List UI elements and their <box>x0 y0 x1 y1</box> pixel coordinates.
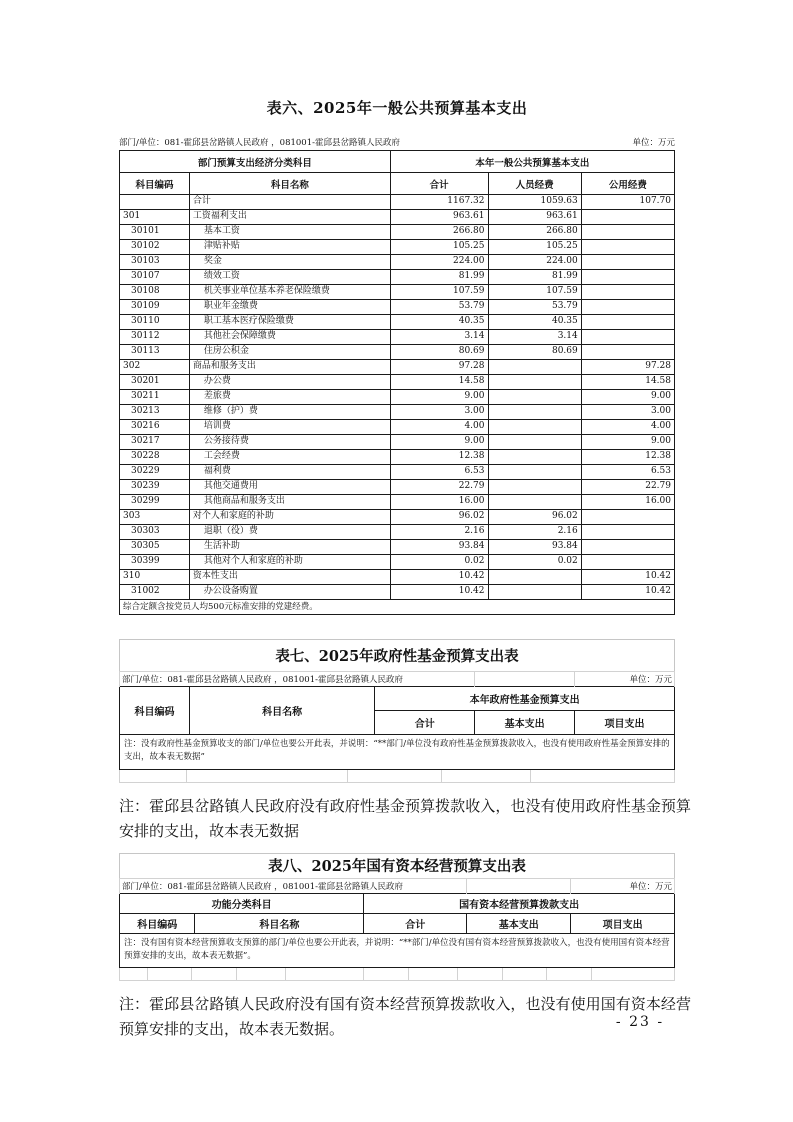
public-cell: 16.00 <box>581 495 674 510</box>
table-row <box>120 525 675 540</box>
table-row <box>120 390 675 405</box>
subject-name-cell: 福利费 <box>189 465 390 480</box>
total-cell: 0.02 <box>390 555 488 570</box>
table8-dept-line: 部门/单位：081-霍邱县岔路镇人民政府 ，081001-霍邱县岔路镇人民政府 <box>120 878 467 893</box>
subject-code-cell: 30113 <box>120 345 190 360</box>
table-row <box>120 495 675 510</box>
personnel-cell: 80.69 <box>488 345 581 360</box>
personnel-cell: 2.16 <box>488 525 581 540</box>
personnel-cell <box>488 585 581 600</box>
subject-name-cell: 培训费 <box>189 420 390 435</box>
table-row <box>120 420 675 435</box>
subject-code-cell: 30229 <box>120 465 190 480</box>
subject-code-cell: 30213 <box>120 405 190 420</box>
table6-info-line <box>119 138 675 148</box>
table7-note: 注：没有政府性基金预算收支的部门/单位也要公开此表，并说明：“**部门/单位没有政府性基金预算拨款收入，也没有使用政府性基金预算安排的支出，故本表无数据” <box>120 735 675 769</box>
table6-group-right: 本年一般公共预算基本支出 <box>390 151 674 173</box>
subject-name-cell: 机关事业单位基本养老保险缴费 <box>189 285 390 300</box>
table6-col-public: 公用经费 <box>581 173 674 195</box>
personnel-cell: 93.84 <box>488 540 581 555</box>
grid-row <box>120 968 675 981</box>
subject-code-cell: 30399 <box>120 555 190 570</box>
personnel-cell <box>488 360 581 375</box>
public-cell <box>581 510 674 525</box>
subject-code-cell: 30109 <box>120 300 190 315</box>
table6-col-code: 科目编码 <box>120 173 190 195</box>
subject-code-cell: 301 <box>120 210 190 225</box>
table7-title: 表七、2025年政府性基金预算支出表 <box>120 640 675 672</box>
subject-code-cell: 30217 <box>120 435 190 450</box>
table-row <box>120 360 675 375</box>
subject-code-cell: 303 <box>120 510 190 525</box>
subject-name-cell: 绩效工资 <box>189 270 390 285</box>
total-cell: 224.00 <box>390 255 488 270</box>
total-cell: 96.02 <box>390 510 488 525</box>
personnel-cell: 81.99 <box>488 270 581 285</box>
table8-col-name: 科目名称 <box>195 913 364 933</box>
total-cell: 14.58 <box>390 375 488 390</box>
note-paragraph-soe: 注：霍邱县岔路镇人民政府没有国有资本经营预算拨款收入，也没有使用国有资本经营预算安排的支出，故本表无数据。 <box>119 994 691 1038</box>
table7-info-spacer <box>475 672 575 687</box>
table-row <box>120 405 675 420</box>
table-row <box>120 540 675 555</box>
table8-col-code: 科目编码 <box>120 913 195 933</box>
subject-name-cell: 资本性支出 <box>189 570 390 585</box>
table8-col-basic: 基本支出 <box>467 913 571 933</box>
public-cell <box>581 315 674 330</box>
subject-name-cell: 退职（役）费 <box>189 525 390 540</box>
total-cell: 53.79 <box>390 300 488 315</box>
table-row <box>120 555 675 570</box>
subject-name-cell: 商品和服务支出 <box>189 360 390 375</box>
table-row <box>120 435 675 450</box>
subject-code-cell: 30211 <box>120 390 190 405</box>
total-cell: 80.69 <box>390 345 488 360</box>
personnel-cell: 96.02 <box>488 510 581 525</box>
table7-col-total: 合计 <box>375 711 475 735</box>
public-cell <box>581 330 674 345</box>
table-row <box>120 585 675 600</box>
table8-info-spacer <box>467 878 571 893</box>
subject-code-cell: 310 <box>120 570 190 585</box>
table7-dept-line: 部门/单位：081-霍邱县岔路镇人民政府 ，081001-霍邱县岔路镇人民政府 <box>120 672 475 687</box>
table-row <box>120 300 675 315</box>
public-cell <box>581 270 674 285</box>
subject-name-cell: 其他对个人和家庭的补助 <box>189 555 390 570</box>
subject-code-cell: 30107 <box>120 270 190 285</box>
subject-name-cell: 维修（护）费 <box>189 405 390 420</box>
subject-name-cell: 合计 <box>189 195 390 210</box>
public-cell: 22.79 <box>581 480 674 495</box>
table8-col-project: 项目支出 <box>571 913 675 933</box>
table7 <box>119 639 675 769</box>
table7-header-group-row <box>120 687 675 711</box>
public-cell <box>581 210 674 225</box>
public-cell <box>581 285 674 300</box>
total-cell: 963.61 <box>390 210 488 225</box>
personnel-cell: 40.35 <box>488 315 581 330</box>
total-cell: 105.25 <box>390 240 488 255</box>
table-row <box>120 210 675 225</box>
total-cell: 107.59 <box>390 285 488 300</box>
table6-title: 表六、2025年一般公共预算基本支出 <box>266 99 528 117</box>
table6-col-name: 科目名称 <box>189 173 390 195</box>
table-row <box>120 225 675 240</box>
table6-group-left: 部门预算支出经济分类科目 <box>120 151 391 173</box>
table-row <box>120 345 675 360</box>
subject-code-cell: 30110 <box>120 315 190 330</box>
subject-name-cell: 差旅费 <box>189 390 390 405</box>
subject-name-cell: 其他交通费用 <box>189 480 390 495</box>
public-cell <box>581 525 674 540</box>
public-cell <box>581 345 674 360</box>
total-cell: 81.99 <box>390 270 488 285</box>
table6-col-personnel: 人员经费 <box>488 173 581 195</box>
subject-name-cell: 工会经费 <box>189 450 390 465</box>
public-cell <box>581 300 674 315</box>
table8-title: 表八、2025年国有资本经营预算支出表 <box>120 853 675 878</box>
total-cell: 9.00 <box>390 435 488 450</box>
subject-name-cell: 基本工资 <box>189 225 390 240</box>
personnel-cell <box>488 465 581 480</box>
table8-info-row <box>120 878 675 893</box>
table-row <box>120 510 675 525</box>
total-cell: 22.79 <box>390 480 488 495</box>
public-cell: 14.58 <box>581 375 674 390</box>
table-row <box>120 375 675 390</box>
table-row <box>120 255 675 270</box>
table8-group-left: 功能分类科目 <box>120 893 364 913</box>
subject-code-cell: 31002 <box>120 585 190 600</box>
personnel-cell: 1059.63 <box>488 195 581 210</box>
table7-group-right: 本年政府性基金预算支出 <box>375 687 675 711</box>
subject-code-cell: 30299 <box>120 495 190 510</box>
personnel-cell <box>488 405 581 420</box>
public-cell: 107.70 <box>581 195 674 210</box>
total-cell: 10.42 <box>390 585 488 600</box>
subject-name-cell: 职业年金缴费 <box>189 300 390 315</box>
total-cell: 97.28 <box>390 360 488 375</box>
table-row <box>120 285 675 300</box>
table-row <box>120 240 675 255</box>
personnel-cell <box>488 375 581 390</box>
public-cell: 10.42 <box>581 570 674 585</box>
page-content <box>119 0 691 1042</box>
table6-header-group-row <box>120 151 675 173</box>
personnel-cell <box>488 480 581 495</box>
table-row <box>120 330 675 345</box>
personnel-cell: 105.25 <box>488 240 581 255</box>
table6 <box>119 150 675 615</box>
subject-name-cell: 办公设备购置 <box>189 585 390 600</box>
table7-unit-label: 单位：万元 <box>575 672 675 687</box>
public-cell: 10.42 <box>581 585 674 600</box>
total-cell: 93.84 <box>390 540 488 555</box>
subject-code-cell: 30305 <box>120 540 190 555</box>
subject-code-cell: 30108 <box>120 285 190 300</box>
table6-col-total: 合计 <box>390 173 488 195</box>
public-cell: 97.28 <box>581 360 674 375</box>
personnel-cell: 224.00 <box>488 255 581 270</box>
public-cell: 4.00 <box>581 420 674 435</box>
table-row <box>120 315 675 330</box>
table-row <box>120 465 675 480</box>
personnel-cell <box>488 390 581 405</box>
public-cell <box>581 240 674 255</box>
subject-code-cell: 30228 <box>120 450 190 465</box>
note-paragraph-fund: 注：霍邱县岔路镇人民政府没有政府性基金预算拨款收入，也没有使用政府性基金预算安排的支出，故本表无数据 <box>119 796 691 840</box>
table8-group-right: 国有资本经营预算拨款支出 <box>364 893 675 913</box>
personnel-cell: 53.79 <box>488 300 581 315</box>
personnel-cell <box>488 495 581 510</box>
table6-dept-line: 部门/单位：081-霍邱县岔路镇人民政府 ，081001-霍邱县岔路镇人民政府 <box>119 138 400 148</box>
subject-name-cell: 公务接待费 <box>189 435 390 450</box>
personnel-cell: 107.59 <box>488 285 581 300</box>
personnel-cell: 3.14 <box>488 330 581 345</box>
table8-header-row <box>120 913 675 933</box>
total-cell: 3.00 <box>390 405 488 420</box>
table-row <box>120 480 675 495</box>
personnel-cell <box>488 570 581 585</box>
subject-code-cell: 30112 <box>120 330 190 345</box>
total-cell: 9.00 <box>390 390 488 405</box>
table-row <box>120 570 675 585</box>
table-row <box>120 450 675 465</box>
subject-code-cell: 30102 <box>120 240 190 255</box>
table8-header-group-row <box>120 893 675 913</box>
public-cell: 6.53 <box>581 465 674 480</box>
public-cell: 9.00 <box>581 435 674 450</box>
total-cell: 12.38 <box>390 450 488 465</box>
total-cell: 266.80 <box>390 225 488 240</box>
table7-col-name: 科目名称 <box>189 687 374 735</box>
table6-footnote-row <box>120 600 675 615</box>
subject-name-cell: 办公费 <box>189 375 390 390</box>
table8-title-row <box>120 853 675 878</box>
subject-name-cell: 对个人和家庭的补助 <box>189 510 390 525</box>
personnel-cell <box>488 420 581 435</box>
table7-empty-grid-row <box>119 770 675 783</box>
table6-unit-label: 单位：万元 <box>632 138 675 148</box>
page-number: - 23 - <box>615 1014 665 1030</box>
total-cell: 6.53 <box>390 465 488 480</box>
personnel-cell: 963.61 <box>488 210 581 225</box>
table8 <box>119 853 675 968</box>
total-cell: 16.00 <box>390 495 488 510</box>
subject-name-cell: 住房公积金 <box>189 345 390 360</box>
table7-col-basic: 基本支出 <box>475 711 575 735</box>
subject-code-cell: 30216 <box>120 420 190 435</box>
table8-note-row <box>120 933 675 967</box>
subject-code-cell: 30303 <box>120 525 190 540</box>
public-cell <box>581 555 674 570</box>
total-cell: 10.42 <box>390 570 488 585</box>
table8-col-total: 合计 <box>364 913 467 933</box>
subject-name-cell: 其他商品和服务支出 <box>189 495 390 510</box>
total-cell: 3.14 <box>390 330 488 345</box>
table8-note: 注：没有国有资本经营预算收支预算的部门/单位也要公开此表，并说明：“**部门/单位没有国有资本经营预算拨款收入，也没有使用国有资本经营预算安排的支出，故本表无数据”。 <box>120 933 675 967</box>
public-cell: 9.00 <box>581 390 674 405</box>
grid-row <box>120 770 675 783</box>
table6-footnote: 综合定额含按党员人均500元标准安排的党建经费。 <box>120 600 675 615</box>
table-row <box>120 270 675 285</box>
table8-empty-grid-row <box>119 968 675 981</box>
total-cell: 2.16 <box>390 525 488 540</box>
subject-name-cell: 奖金 <box>189 255 390 270</box>
public-cell <box>581 255 674 270</box>
personnel-cell: 0.02 <box>488 555 581 570</box>
personnel-cell <box>488 435 581 450</box>
table7-title-row <box>120 640 675 672</box>
table7-note-row <box>120 735 675 769</box>
table6-header-row <box>120 173 675 195</box>
public-cell: 12.38 <box>581 450 674 465</box>
subject-name-cell: 工资福利支出 <box>189 210 390 225</box>
table7-info-row <box>120 672 675 687</box>
subject-code-cell: 302 <box>120 360 190 375</box>
table7-col-project: 项目支出 <box>575 711 675 735</box>
personnel-cell: 266.80 <box>488 225 581 240</box>
total-cell: 1167.32 <box>390 195 488 210</box>
total-cell: 40.35 <box>390 315 488 330</box>
subject-code-cell: 30239 <box>120 480 190 495</box>
public-cell <box>581 225 674 240</box>
subject-name-cell: 职工基本医疗保险缴费 <box>189 315 390 330</box>
table-row <box>120 195 675 210</box>
subject-name-cell: 其他社会保障缴费 <box>189 330 390 345</box>
table7-col-code: 科目编码 <box>120 687 190 735</box>
subject-name-cell: 生活补助 <box>189 540 390 555</box>
table8-unit-label: 单位：万元 <box>571 878 675 893</box>
subject-code-cell: 30103 <box>120 255 190 270</box>
subject-code-cell: 30201 <box>120 375 190 390</box>
subject-code-cell <box>120 195 190 210</box>
total-cell: 4.00 <box>390 420 488 435</box>
subject-name-cell: 津贴补贴 <box>189 240 390 255</box>
personnel-cell <box>488 450 581 465</box>
subject-code-cell: 30101 <box>120 225 190 240</box>
public-cell <box>581 540 674 555</box>
table6-body <box>120 195 675 600</box>
public-cell: 3.00 <box>581 405 674 420</box>
